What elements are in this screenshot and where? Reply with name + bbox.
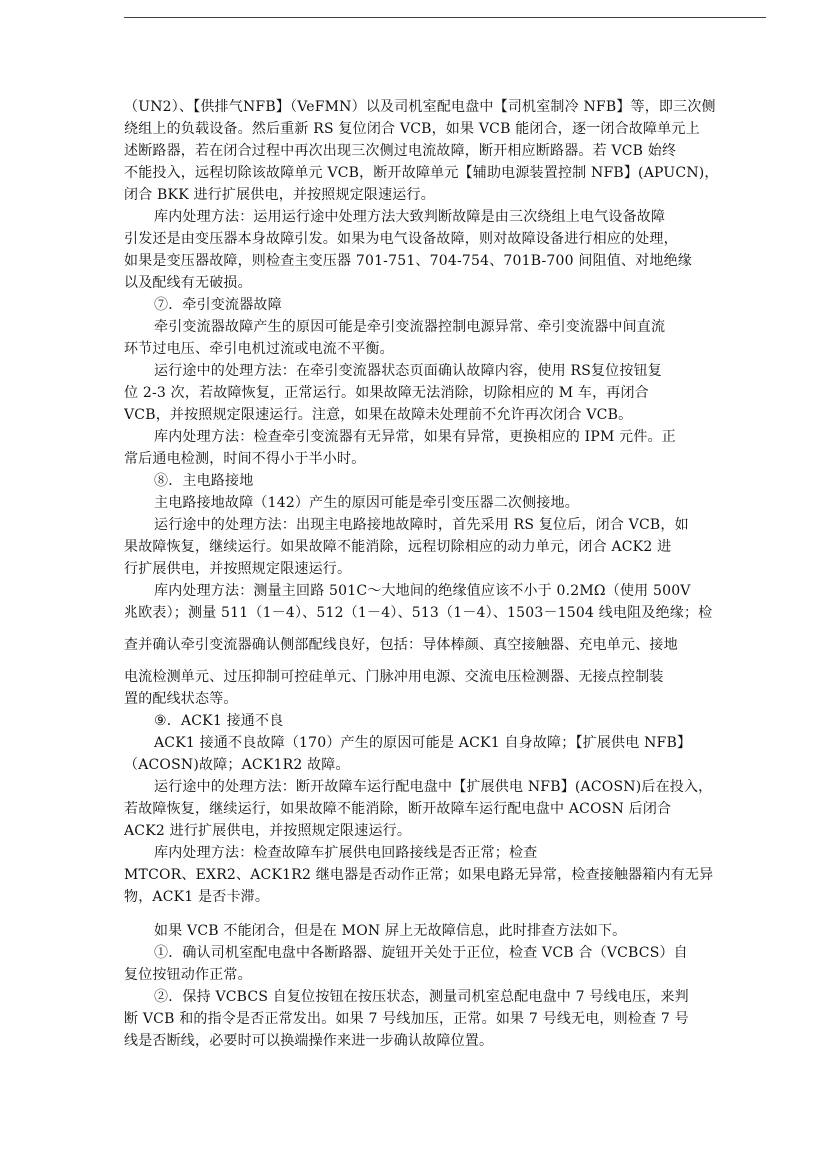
text-line: 绕组上的负载设备。然后重新 RS 复位闭合 VCB，如果 VCB 能闭合，逐一闭合故障单元上: [124, 121, 700, 137]
text-line: 如果是变压器故障，则检查主变压器 701-751、704-754、701B-700 间阻值、对地绝缘: [124, 253, 692, 269]
section-heading: ⑧．主电路接地: [154, 473, 254, 489]
text-line: ②．保持 VCBCS 自复位按钮在按压状态，测量司机室总配电盘中 7 号线电压，来判: [154, 989, 689, 1005]
text-line: 若故障恢复，继续运行，如果故障不能消除，断开故障车运行配电盘中 ACOSN 后闭合: [124, 801, 672, 817]
text-line: 库内处理方法：运用运行途中处理方法大致判断故障是由三次绕组上电气设备故障: [154, 209, 666, 225]
text-line: 以及配线有无破损。: [124, 275, 252, 291]
text-line: 如果 VCB 不能闭合，但是在 MON 屏上无故障信息，此时排查方法如下。: [154, 923, 627, 939]
text-line: 果故障恢复，继续运行。如果故障不能消除，远程切除相应的动力单元，闭合 ACK2 进: [124, 539, 672, 555]
text-line: 库内处理方法：检查牵引变流器有无异常，如果有异常，更换相应的 IPM 元件。正: [154, 429, 676, 445]
text-line: 置的配线状态等。: [124, 691, 238, 707]
text-line: 运行途中的处理方法：断开故障车运行配电盘中【扩展供电 NFB】(ACOSN)后在投入，: [154, 779, 713, 795]
body-text: [124, 96, 772, 1052]
text-line: ①．确认司机室配电盘中各断路器、旋钮开关处于正位，检查 VCB 合（VCBCS）自: [154, 945, 688, 961]
text-line: ACK2 进行扩展供电，并按照规定限速运行。: [124, 823, 412, 839]
text-line: 常后通电检测，时间不得小于半小时。: [124, 451, 366, 467]
text-line: 断 VCB 和的指令是否正常发出。如果 7 号线加压，正常。如果 7 号线无电，则检查 7 号: [124, 1011, 689, 1027]
text-line: 库内处理方法：检查故障车扩展供电回路接线是否正常；检查: [154, 845, 538, 861]
text-line: 运行途中的处理方法：出现主电路接地故障时，首先采用 RS 复位后，闭合 VCB，如: [154, 517, 689, 533]
text-line: （ACOSN)故障；ACK1R2 故障。: [124, 757, 350, 773]
section-heading: ⑦．牵引变流器故障: [154, 297, 282, 313]
text-line: 述断路器，若在闭合过程中再次出现三次侧过电流故障，断开相应断路器。若 VCB 始终: [124, 143, 677, 159]
text-line: 环节过电压、牵引电机过流或电流不平衡。: [124, 341, 394, 357]
text-line: 行扩展供电，并按照规定限速运行。: [124, 561, 352, 577]
header-rule: [124, 17, 766, 18]
text-line: VCB，并按照规定限速运行。注意，如果在故障未处理前不允许再次闭合 VCB。: [124, 407, 633, 423]
text-line: 物，ACK1 是否卡滞。: [124, 889, 270, 905]
text-line: 闭合 BKK 进行扩展供电，并按照规定限速运行。: [124, 187, 435, 203]
text-line: 位 2-3 次，若故障恢复，正常运行。如果故障无法消除，切除相应的 M 车，再闭合: [124, 385, 649, 401]
text-line: 库内处理方法：测量主回路 501C～大地间的绝缘值应该不小于 0.2MΩ（使用 500V: [154, 583, 691, 599]
text-line: （UN2）、【供排气NFB】（VeFMN）以及司机室配电盘中【司机室制冷 NFB】等，即三次侧: [124, 99, 716, 115]
text-line: 主电路接地故障（142）产生的原因可能是牵引变压器二次侧接地。: [154, 495, 579, 511]
text-line: MTCOR、EXR2、ACK1R2 继电器是否动作正常；如果电路无异常，检查接触器箱内有无异: [124, 867, 714, 883]
text-line: 线是否断线，必要时可以换端操作来进一步确认故障位置。: [124, 1033, 494, 1049]
text-line: 引发还是由变压器本身故障引发。如果为电气设备故障，则对故障设备进行相应的处理，: [124, 231, 678, 247]
text-line: 查并确认牵引变流器确认侧部配线良好，包括：导体棒颜、真空接触器、充电单元、接地: [124, 637, 678, 653]
text-line: 不能投入，远程切除该故障单元 VCB，断开故障单元【辅助电源装置控制 NFB】(APUCN)，: [124, 165, 719, 181]
text-line: ACK1 接通不良故障（170）产生的原因可能是 ACK1 自身故障；【扩展供电 NFB】: [154, 735, 692, 751]
text-line: 复位按钮动作正常。: [124, 967, 252, 983]
text-line: 运行途中的处理方法：在牵引变流器状态页面确认故障内容，使用 RS复位按钮复: [154, 363, 662, 379]
text-line: 兆欧表）；测量 511（1－4）、512（1－4）、513（1－4）、1503－1504 线电阻及绝缘；检: [124, 605, 713, 621]
text-line: 电流检测单元、过压抑制可控硅单元、门脉冲用电源、交流电压检测器、无接点控制装: [124, 669, 664, 685]
section-heading: ⑨．ACK1 接通不良: [154, 713, 284, 729]
text-line: 牵引变流器故障产生的原因可能是牵引变流器控制电源异常、牵引变流器中间直流: [154, 319, 666, 335]
